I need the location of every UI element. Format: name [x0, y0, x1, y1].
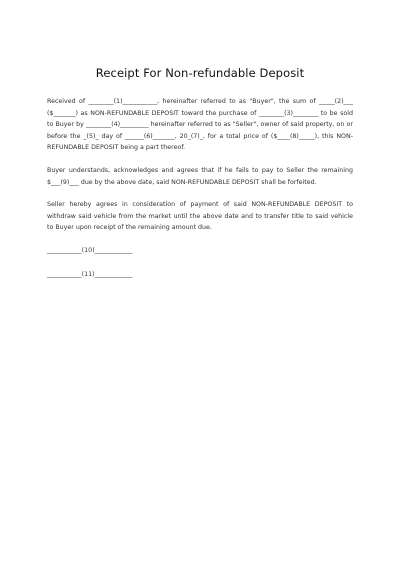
paragraph-receipt-terms: Received of ________(1)___________, hereinafter referred to as "Buyer", the sum of _____(2)___ ($_______) as NON-REFUNDABLE DEPOSIT toward the purchase of ________(3)________ to be sold to Buyer by ________(4)_________ hereinafter referred to as "Seller", owner of said property, on or before the _(5)_ day of ______(6)_______, 20_(7)_, for a total price of ($____(8)_____), this NON-REFUNDABLE DEPOSIT being a part thereof.	[47, 98, 353, 152]
document-title: Receipt For Non-refundable Deposit	[95, 66, 305, 80]
paragraph-seller-agreement: Seller hereby agrees in consideration of payment of said NON-REFUNDABLE DEPOSIT to withdraw said vehicle from the market until the above date and to transfer title to said vehicle to Buyer upon receipt of the remaining amount due.	[47, 201, 353, 232]
document-body	[47, 96, 353, 292]
paragraph-buyer-forfeit: Buyer understands, acknowledges and agrees that if he fails to pay to Seller the remaining $___(9)___ due by the above date, said NON-REFUNDABLE DEPOSIT shall be forfeited.	[47, 166, 353, 186]
signature-line-11: ___________(11)____________	[47, 270, 133, 278]
signature-line-10: ___________(10)____________	[47, 246, 133, 254]
